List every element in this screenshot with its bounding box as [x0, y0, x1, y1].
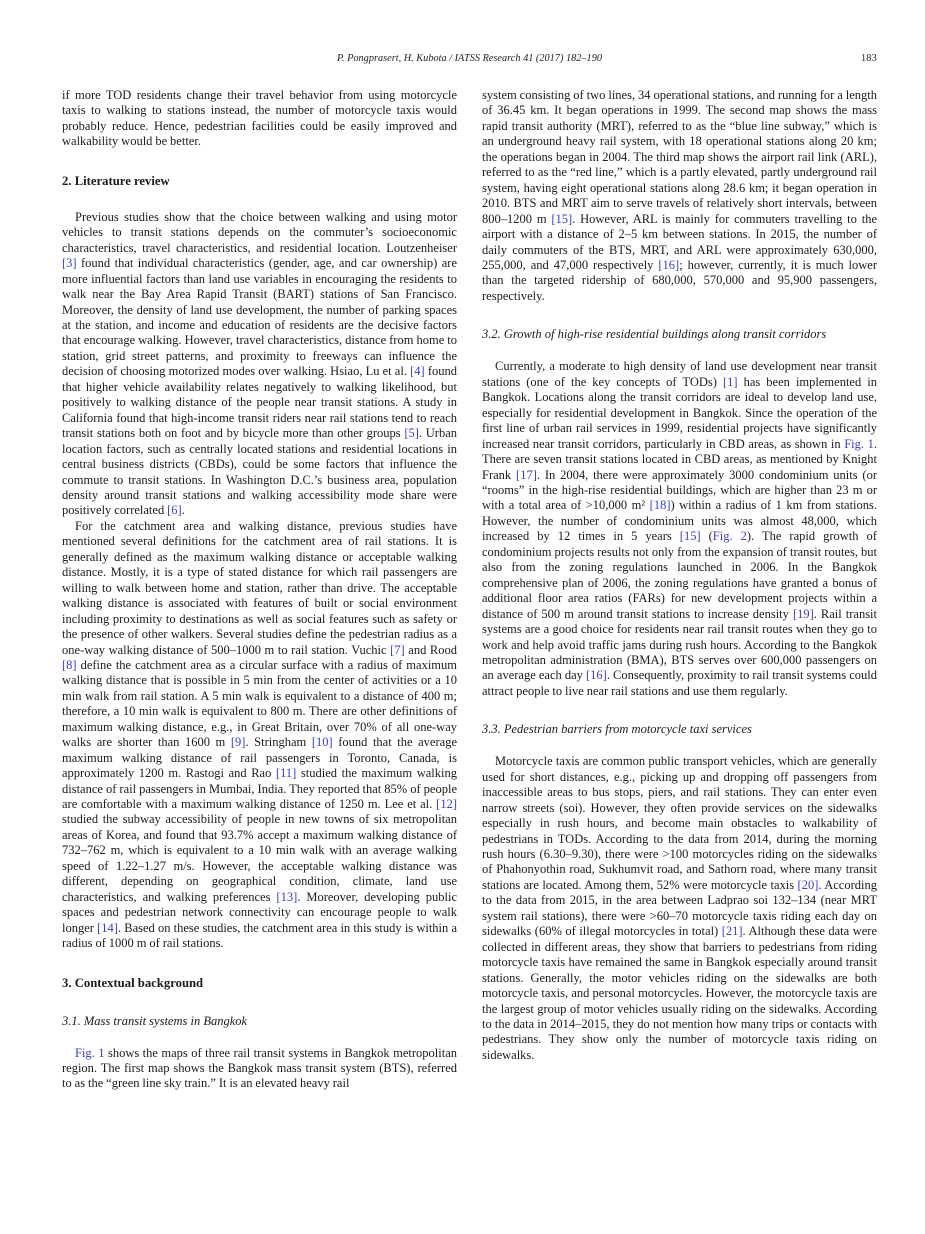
- citation-link[interactable]: [21]: [721, 924, 743, 939]
- subsection-heading: 3.1. Mass transit systems in Bangkok: [62, 1013, 248, 1028]
- paragraph: Motorcycle taxis are common public transport vehicles, which are generally used for short distances, e.g., picking up and dropping off passengers from inaccessible areas to bus stops, piers, and rail stations. They can enter even narrow streets (soi). However, they often provide services on the sidewalks especially in rush hours, and become main obstacles to walkability of pedestrians in TODs. According to the data from 2014, during the morning rush hours (6.30–9.30), there were >100 motorcycles riding on the sidewalks of Phahonyothin road, Sukhumvit road, and Sathorn road, where many transit stations are located. Among them, 52% were motorcycle taxis [20]. According to the data from 2015, in the area between Ladprao soi 132–134 (near MRT system rail stations), there were >60–70 motorcycle taxis riding each day on sidewalks (60% of illegal motorcycles in total) [21]. Although these data were collected in different areas, they show that barriers to pedestrians from riding motorcycle taxis have remained the same in Bangkok especially around transit stations. Generally, the motor vehicles riding on the sidewalks are both motorcycle taxis, and personal motorcycles. However, the motorcycle taxis are the largest group of motor vehicles usually riding on the sidewalks. According to the data in 2014–2015, they do not mention how many trips or contacts with pedestrians. They show only the number of motorcycle taxis riding on sidewalks.: [482, 754, 877, 1062]
- column-left: [62, 88, 457, 1092]
- figure-ref-link[interactable]: Fig. 1: [75, 1045, 105, 1060]
- page-number: 183: [860, 53, 877, 64]
- citation-link[interactable]: [4]: [410, 364, 425, 379]
- subsection-heading: 3.3. Pedestrian barriers from motorcycle taxi services: [482, 722, 752, 737]
- citation-link[interactable]: [10]: [311, 735, 333, 750]
- column-right: [482, 88, 877, 1092]
- citation-link[interactable]: [16]: [658, 257, 680, 272]
- paragraph: if more TOD residents change their travel behavior from using motorcycle taxis to walking to stations instead, the number of motorcycle taxis would probably reduce. Hence, pedestrian facilities could be easily improved and walkability would be better.: [62, 88, 457, 149]
- citation-link[interactable]: [20]: [797, 877, 819, 892]
- paragraph: For the catchment area and walking distance, previous studies have mentioned several definitions for the catchment area of rail stations. It is generally defined as the maximum walking distance or acceptable walking distance. Mostly, it is a type of stated distance for which rail passengers are willing to walk between home and station, rather than drive. The acceptable walking distance is associated with features of built or social environment including proximity to destinations as well as social features such as safety or the presence of other walkers. Several studies define the pedestrian radius as a one-way walking distance of 500–1000 m to rail station. Vuchic [7] and Rood [8] define the catchment area as a circular surface with a radius of maximum walking distance that is possible in 5 min from the center of activities or a 10 min walk from rail station. A 5 min walk is equivalent to a distance of 400 m; therefore, a 10 min walk is equivalent to 800 m. There are other definitions of maximum walking distance, e.g., in Great Britain, over 70% of all one-way walks are shorter than 1600 m [9]. Stringham [10] found that the average maximum walking distance of rail passengers in Toronto, Canada, is approximately 1200 m. Rastogi and Rao [11] studied the maximum walking distance of rail passengers in Mumbai, India. They reported that 85% of people are comfortable with a maximum walking distance of 1250 m. Lee et al. [12] studied the subway accessibility of people in new towns of six metropolitan areas of Korea, and found that 93.7% accept a maximum walking distance of 732–762 m, which is equivalent to a 10 min walk with an average walking speed of 1.22–1.27 m/s. However, the acceptable walking distance was different, depending on geographical condition, climate, land use characteristics, and walking preferences [13]. Moreover, developing public spaces and pedestrian network connectivity can encourage people to walk longer [14]. Based on these studies, the catchment area in this study is within a radius of 1000 m of rail stations.: [62, 518, 457, 951]
- citation-link[interactable]: [5]: [404, 426, 419, 441]
- citation-link[interactable]: [1]: [722, 374, 738, 389]
- citation-link[interactable]: [3]: [62, 256, 77, 271]
- running-title: P. Pongprasert, H. Kubota / IATSS Research 41 (2017) 182–190: [336, 53, 603, 64]
- section-heading: 2. Literature review: [62, 173, 170, 188]
- section-heading: 3. Contextual background: [62, 975, 204, 990]
- figure-ref-link[interactable]: Fig. 2: [712, 529, 747, 544]
- citation-link[interactable]: [15]: [679, 529, 701, 544]
- citation-link[interactable]: [11]: [275, 766, 297, 781]
- citation-link[interactable]: [19]: [792, 606, 814, 621]
- citation-link[interactable]: [16]: [586, 668, 607, 683]
- citation-link[interactable]: [13]: [276, 889, 298, 904]
- citation-link[interactable]: [6]: [167, 503, 182, 518]
- citation-link[interactable]: [15]: [551, 211, 573, 226]
- citation-link[interactable]: [8]: [62, 657, 77, 672]
- citation-link[interactable]: [12]: [436, 797, 457, 812]
- paragraph: Currently, a moderate to high density of land use development near transit stations (one of the key concepts of TODs) [1] has been implemented in Bangkok. Locations along the transit corridors are ideal to develop land use, especially for residential development in Bangkok. Since the operation of the first line of urban rail services in 1999, residential projects have significantly increased near transit corridors, particularly in CBD areas, as shown in Fig. 1. There are seven transit stations located in CBD areas, as mentioned by Knight Frank [17]. In 2004, there were approximately 3000 condominium units (or “rooms” in the high-rise residential buildings, which are higher than 23 m or with a total area of >10,000 m² [18]) within a radius of 1 km from stations. However, the number of condominium units was almost 48,000, which increased by 12 times in 5 years [15] (Fig. 2). The rapid growth of condominium projects results not only from the expansion of transit routes, but also from the zoning regulations launched in 2006. In the Bangkok comprehensive plan of 2006, the zoning regulations have granted a bonus of additional floor area ratios (FARs) for new development projects within a distance of 500 m around transit stations to increase density [19]. Rail transit systems are a good choice for residents near rail transit routes when they go to work and help avoid traffic jams during rush hours. According to the Bangkok metropolitan administration (BMA), BTS serves over 600,000 passengers on an average each day [16]. Consequently, proximity to rail transit systems could attract people to live near rail stations and use them regularly.: [482, 359, 878, 698]
- paragraph: Previous studies show that the choice between walking and using motor vehicles to transit stations depends on the commuter’s socioeconomic characteristics, travel characteristics, and residential location. Loutzenheiser [3] found that individual characteristics (gender, age, and car ownership) are more influential factors than land use variables in encouraging the residents to walk near the Bay Area Rapid Transit (BART) stations of San Francisco. Moreover, the density of land use development, the number of parking spaces at the station, and income and education of residents are the decisive factors that encourage walking. However, travel characteristics, distance from home to station, grid street patterns, and proximity to freeways can influence the decision of choosing motorized modes over walking. Hsiao, Lu et al. [4] found that higher vehicle availability relates negatively to walking likelihood, but positively to walking distance of the people near transit stations. A study in California found that high-income transit riders near rail stations tend to reach transit stations both on foot and by bicycle more than other groups [5]. Urban location factors, such as centrally located stations and residential locations in central business districts (CBDs), could be some factors that influence the commute to transit stations. In Washington D.C.’s business area, population density around transit stations and walking accessibility mode share were positively correlated [6].: [62, 209, 457, 518]
- paragraph: system consisting of two lines, 34 operational stations, and running for a length of 36.45 km. It began operations in 1999. The second map shows the mass rapid transit authority (MRT), referred to as the “blue line subway,” which is an underground heavy rail system, with 18 operational stations along 20 km; the operations began in 2004. The third map shows the airport rail link (ARL), referred to as the “red line,” which is a partly elevated, partly underground rail system, having eight operational stations along 28.6 km; it began operation in 2010. BTS and MRT aim to serve travels of relatively short intervals, between 800–1200 m [15]. However, ARL is mainly for commuters travelling to the airport with a distance of 2–5 km between stations. In 2015, the number of daily commuters of the BTS, MRT, and ARL were approximately 630,000, 255,000, and 47,000 respectively [16]; however, currently, it is much lower than the targeted ridership of 680,000, 570,000 and 95,900 passengers, respectively.: [482, 88, 877, 303]
- running-header: [62, 53, 877, 67]
- citation-link[interactable]: [17]: [516, 467, 537, 482]
- article-body: [62, 88, 877, 1092]
- citation-link[interactable]: [18]: [649, 498, 671, 513]
- subsection-heading: 3.2. Growth of high-rise residential buildings along transit corridors: [482, 327, 827, 342]
- citation-link[interactable]: [9]: [230, 735, 246, 750]
- paragraph: Fig. 1 shows the maps of three rail transit systems in Bangkok metropolitan region. The first map shows the Bangkok mass transit system (BTS), referred to as the “green line sky train.” It is an elevated heavy rail: [62, 1045, 458, 1091]
- figure-ref-link[interactable]: Fig. 1: [844, 436, 874, 451]
- citation-link[interactable]: [7]: [390, 642, 405, 657]
- citation-link[interactable]: [14]: [97, 920, 118, 935]
